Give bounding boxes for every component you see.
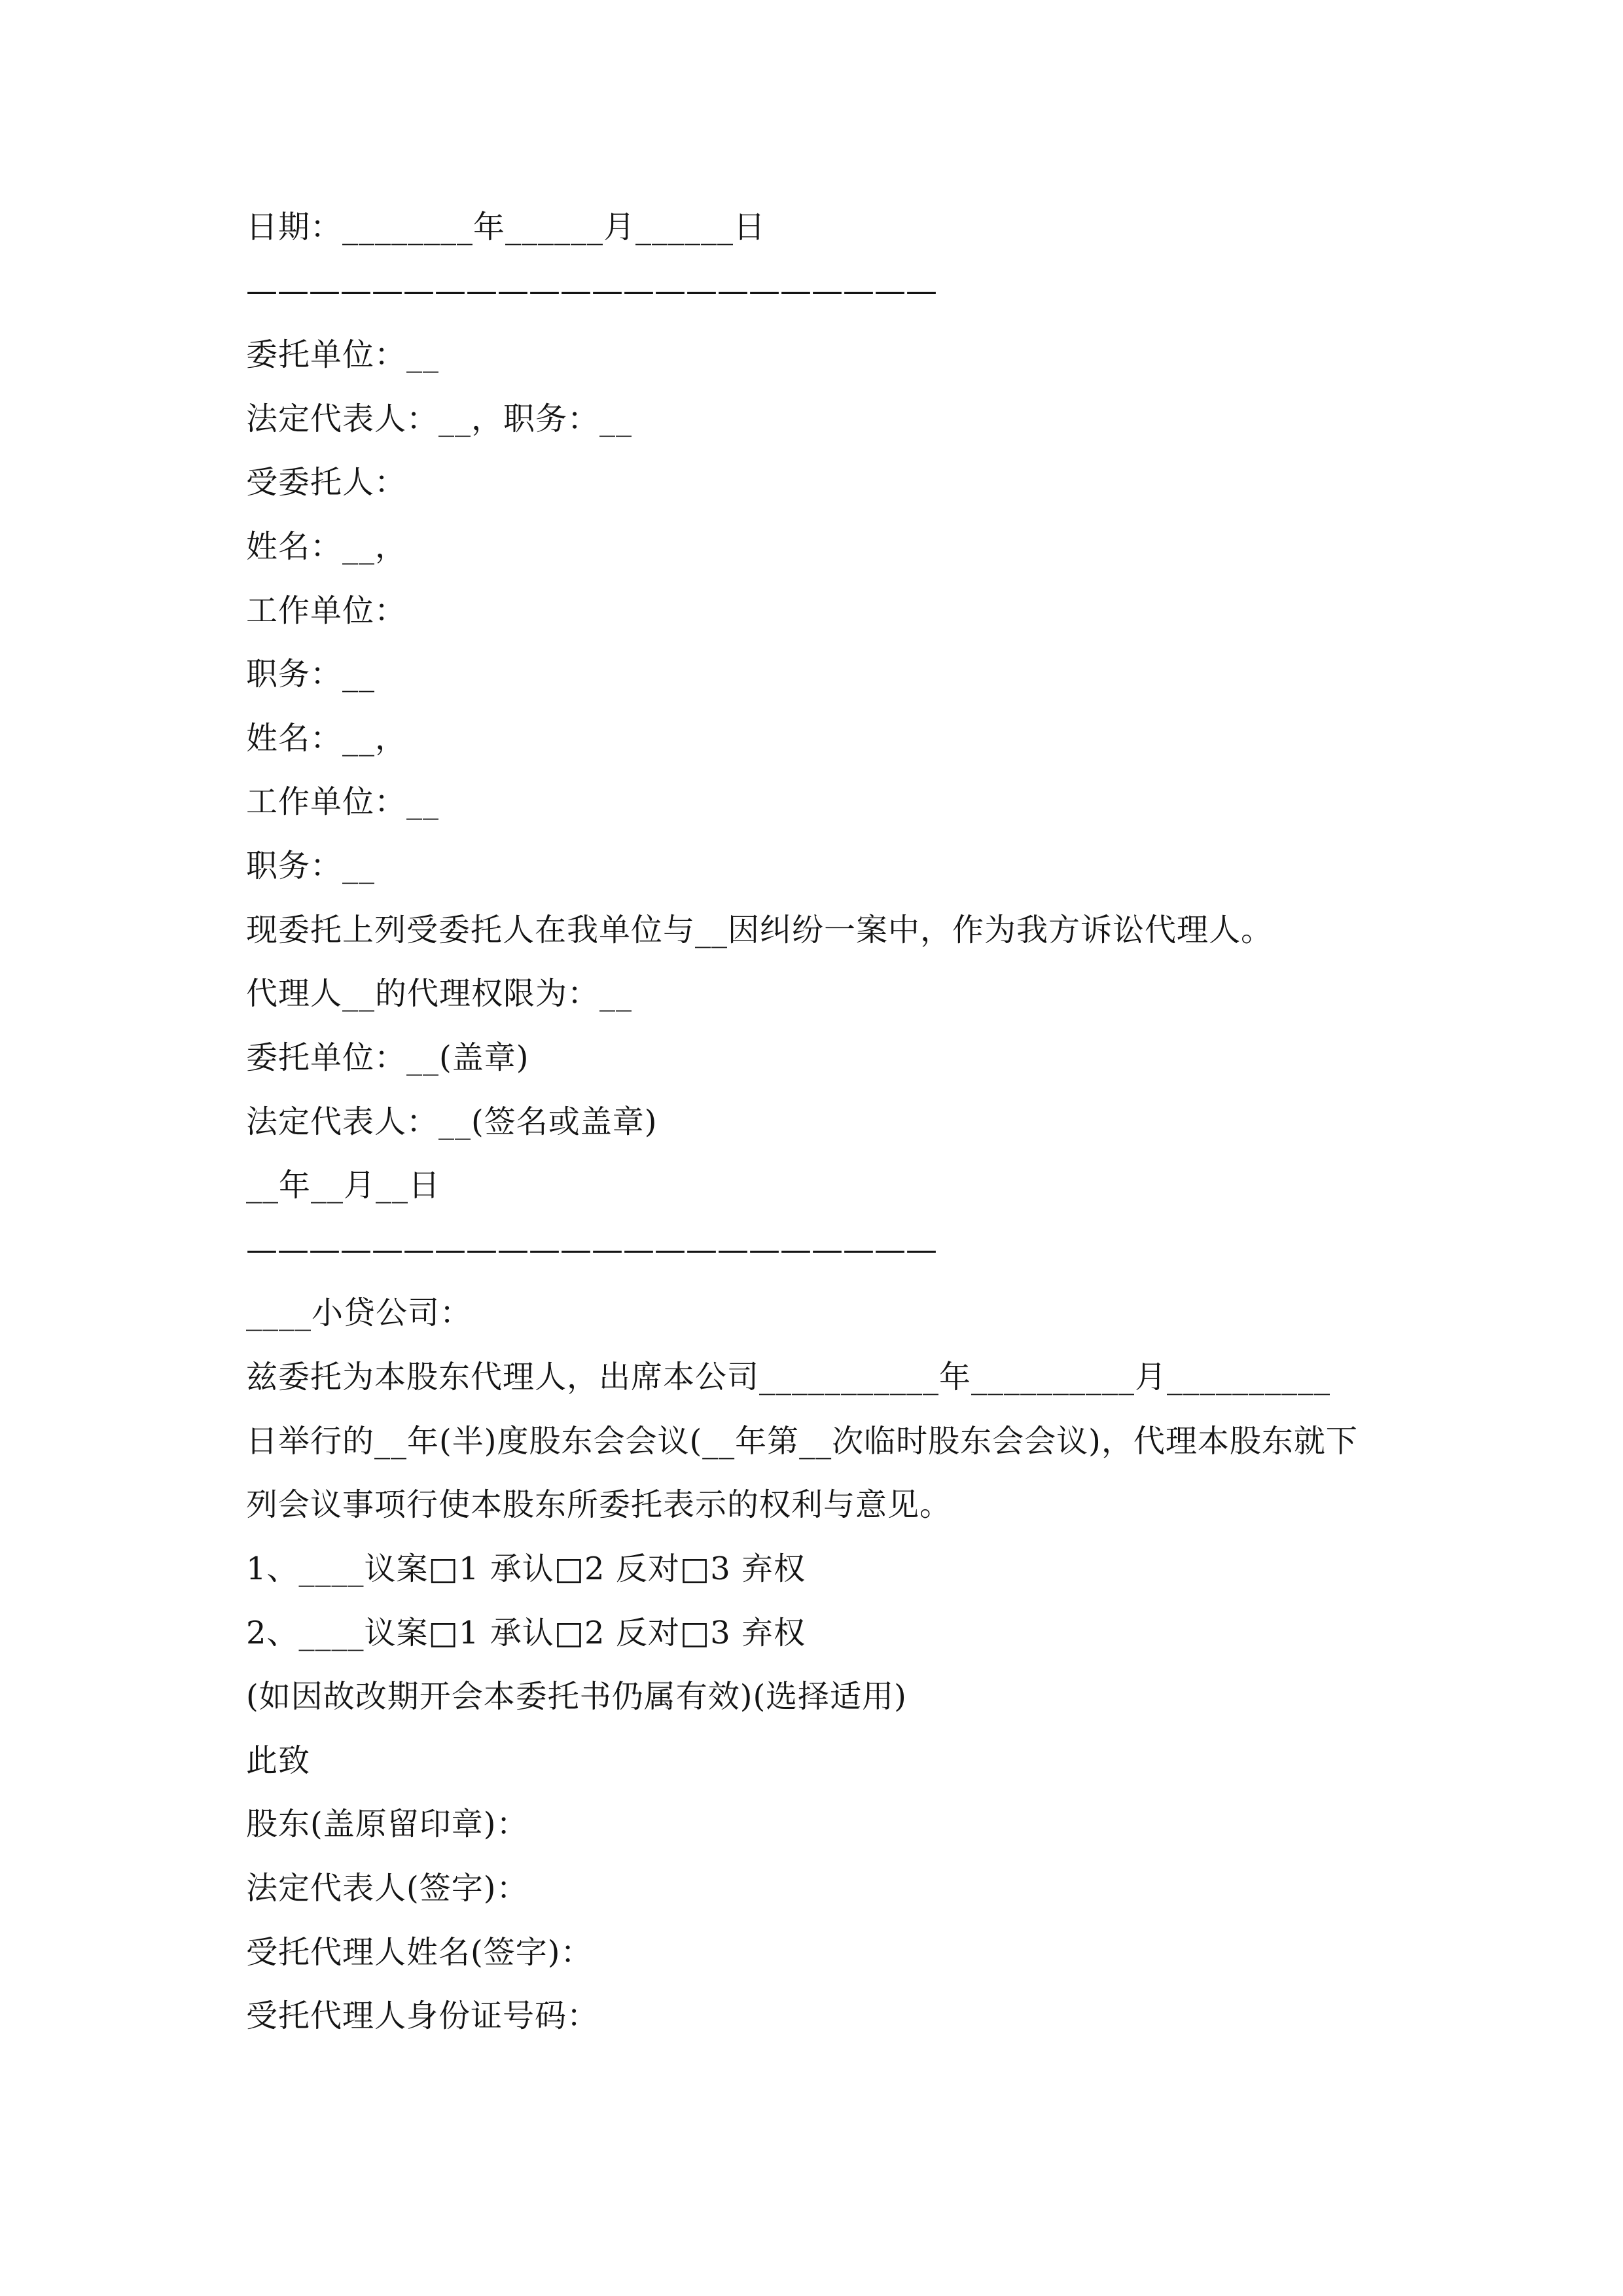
representative-signature-line: 法定代表人：__(签名或盖章) — [246, 1103, 658, 1140]
trustee-name-line: 姓名：__， — [246, 528, 408, 565]
closing-salutation: 此致 — [246, 1742, 311, 1779]
trustee-name-line: 姓名：__， — [246, 720, 408, 757]
addressee-line: ____小贷公司： — [246, 1295, 473, 1331]
agent-id-line: 受托代理人身份证号码： — [246, 1998, 599, 2034]
proxy-statement-line: 列会议事项行使本股东所委托表示的权利与意见。 — [246, 1486, 952, 1523]
entrusting-unit-line: 委托单位：__ — [246, 336, 440, 373]
motion-item: 1、____议案□1 承认□2 反对□3 弃权 — [246, 1551, 806, 1587]
shareholder-seal-line: 股东(盖原留印章)： — [246, 1806, 529, 1842]
legal-representative-line: 法定代表人：__，职务：__ — [246, 401, 633, 437]
date-line: 日期：________年______月______日 — [246, 209, 766, 245]
signature-date-line: __年__月__日 — [246, 1167, 441, 1204]
trustee-workplace-line: 工作单位：__ — [246, 783, 440, 820]
validity-note: (如因故改期开会本委托书仍属有效)(选择适用) — [246, 1678, 907, 1715]
entrustment-statement: 现委托上列受委托人在我单位与__因纠纷一案中，作为我方诉讼代理人。 — [246, 912, 1274, 948]
unit-seal-line: 委托单位：__(盖章) — [246, 1039, 529, 1076]
agency-authority-line: 代理人__的代理权限为：__ — [246, 975, 633, 1012]
separator-line: —————————————————————— — [246, 1231, 937, 1268]
trustee-position-line: 职务：__ — [246, 656, 376, 692]
trustee-heading: 受委托人： — [246, 464, 407, 501]
motion-item: 2、____议案□1 承认□2 反对□3 弃权 — [246, 1615, 806, 1651]
trustee-position-line: 职务：__ — [246, 848, 376, 884]
separator-line: —————————————————————— — [246, 272, 937, 309]
trustee-workplace-line: 工作单位： — [246, 592, 407, 629]
representative-sign-line: 法定代表人(签字)： — [246, 1870, 529, 1907]
proxy-statement-line: 兹委托为本股东代理人，出席本公司___________年__________月__________ — [246, 1359, 1331, 1395]
proxy-statement-line: 日举行的__年(半)度股东会会议(__年第__次临时股东会会议)，代理本股东就下 — [246, 1423, 1358, 1460]
agent-name-line: 受托代理人姓名(签字)： — [246, 1934, 593, 1971]
